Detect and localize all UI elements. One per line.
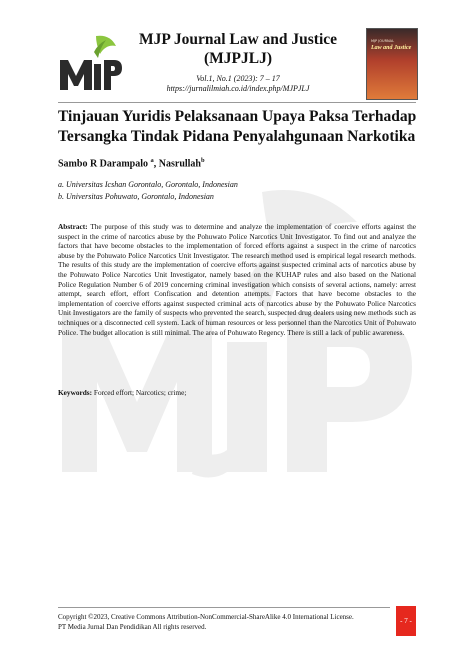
- affiliation-a: a. Universitas Icshan Gorontalo, Gorontalo, Indonesian: [58, 180, 238, 189]
- author-name: Nasrullah: [158, 158, 201, 170]
- journal-title: MJP Journal Law and Justice: [138, 31, 338, 48]
- cover-title-text: Law and Justice: [371, 45, 412, 51]
- volume-info: Vol.1, No.1 (2023): 7 – 17: [196, 74, 280, 83]
- journal-abbreviation: (MJPJLJ): [203, 50, 272, 67]
- header-divider: [58, 102, 416, 103]
- author-affiliation-mark: a: [150, 157, 154, 164]
- journal-cover-thumbnail: [366, 28, 418, 100]
- footer: [58, 612, 388, 632]
- keywords: [58, 388, 416, 398]
- abstract-text: The purpose of this study was to determine and analyze the implementation of coercive efforts against the suspect in the crime of narcotics abuse by the Pohuwato Police Narcotics Unit Investigator. To find out and analyze the factors that have become obstacles to the implementation of forced efforts against a suspect in the crime of narcotics abuse by the Pohuwato Police Narcotics Unit Investigator. The research method used is empirical legal research methods. The results of this study are the implementation of coercive efforts against suspected criminal acts of narcotics abuse by the Pohuwato Police Narcotics Unit Investigator, namely based on the KUHAP rules and also based on the National Police Regulation Number 6 of 2019 concerning criminal investigation which consists of several actions, namely: arrest attempt, search effort, effort Confiscation and detention attempts. Factors that have become obstacles to the implementation of coercive efforts against suspected criminal acts of narcotics abuse by the Pohuwato Police Narcotics Unit Investigators are the family of suspects who prevented the search, suspected drug dealers using new methods such as techniques or a disconnected cell system. Lack of human resources or less personnel than the Narcotics Unit of Pohuwato Police. The budget allocation is still minimal. The area of Pohuwato Regency. There is still a lack of public awareness.: [58, 222, 416, 337]
- paper-title: Tinjauan Yuridis Pelaksanaan Upaya Paksa Terhadap Tersangka Tindak Pidana Penyalahgunaan Narkotika: [58, 108, 417, 145]
- mjp-logo-icon: [58, 30, 124, 96]
- author-separator: ,: [153, 158, 159, 170]
- keywords-text: Forced effort; Narcotics; crime;: [93, 388, 187, 397]
- author-name: Sambo R Darampalo: [58, 158, 149, 170]
- journal-header: [130, 30, 346, 94]
- author-affiliation-mark: b: [201, 157, 205, 164]
- abstract: [58, 222, 416, 337]
- page-number-badge: - 7 -: [396, 606, 416, 636]
- cover-small-text: MJP JOURNAL: [371, 39, 395, 43]
- abstract-label: Abstract:: [58, 222, 88, 231]
- affiliation-b: b. Universitas Pohuwato, Gorontalo, Indonesian: [58, 192, 214, 201]
- author-list: [58, 157, 205, 169]
- footer-divider: [58, 607, 390, 608]
- keywords-label: Keywords:: [58, 388, 93, 397]
- journal-url[interactable]: https://jurnalilmiah.co.id/index.php/MJPJLJ: [166, 84, 310, 93]
- publisher-notice: PT Media Jurnal Dan Pendidikan All rights reserved.: [58, 623, 207, 631]
- copyright-notice: Copyright ©2023, Creative Commons Attribution-NonCommercial-ShareAlike 4.0 International License.: [58, 613, 354, 621]
